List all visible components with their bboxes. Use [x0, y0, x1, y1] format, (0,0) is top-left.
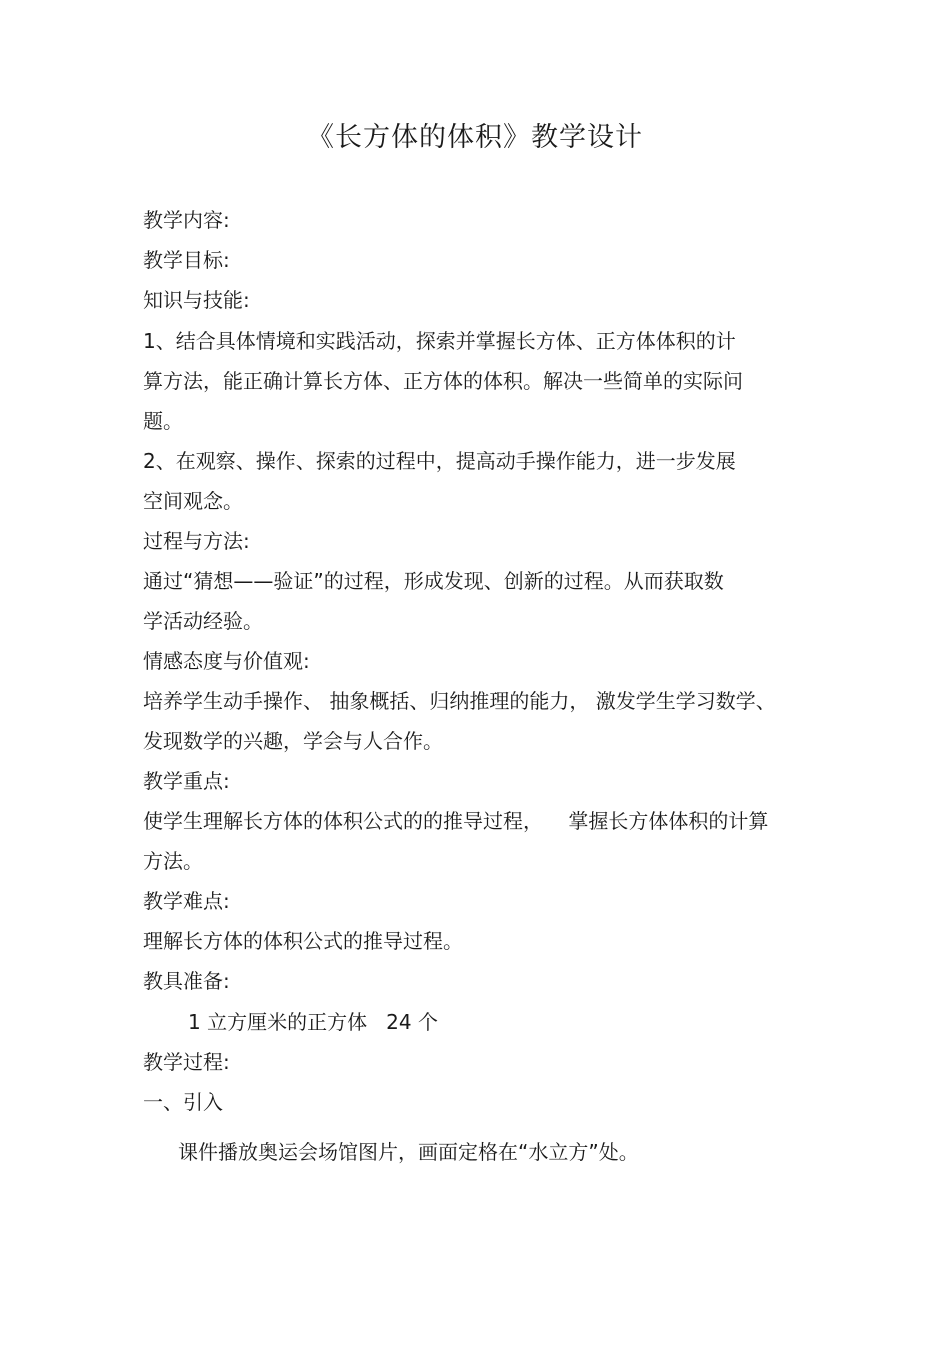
body-line: 通过“猜想——验证”的过程，形成发现、创新的过程。从而获取数 [143, 569, 724, 593]
heading-teaching-content: 教学内容: [143, 208, 230, 232]
body-line: 培养学生动手操作、 抽象概括、归纳推理的能力， 激发学生学习数学、 [143, 689, 776, 713]
heading-key-points: 教学重点: [143, 769, 230, 793]
document-title: 《长方体的体积》教学设计 [307, 122, 643, 153]
body-line: 方法。 [143, 849, 203, 873]
section-introduction: 一、引入 [143, 1090, 223, 1114]
body-line: 使学生理解长方体的体积公式的的推导过程， 掌握长方体体积的计算 [143, 809, 769, 833]
body-line: 发现数学的兴趣，学会与人合作。 [143, 729, 443, 753]
body-line: 算方法，能正确计算长方体、正方体的体积。解决一些简单的实际问 [143, 369, 743, 393]
body-line: 空间观念。 [143, 489, 243, 513]
heading-process-methods: 过程与方法: [143, 529, 250, 553]
body-line: 题。 [143, 409, 183, 433]
heading-teaching-process: 教学过程: [143, 1050, 230, 1074]
heading-teaching-objectives: 教学目标: [143, 248, 230, 272]
heading-knowledge-skills: 知识与技能: [143, 288, 250, 312]
heading-attitudes-values: 情感态度与价值观: [143, 649, 310, 673]
body-line: 理解长方体的体积公式的推导过程。 [143, 929, 463, 953]
body-line: 2、在观察、操作、探索的过程中，提高动手操作能力，进一步发展 [143, 449, 736, 473]
body-line: 学活动经验。 [143, 609, 263, 633]
heading-difficult-points: 教学难点: [143, 889, 230, 913]
body-line: 1 立方厘米的正方体 24 个 [188, 1010, 438, 1034]
body-line: 课件播放奥运会场馆图片，画面定格在“水立方”处。 [178, 1140, 639, 1164]
body-line: 1、结合具体情境和实践活动，探索并掌握长方体、正方体体积的计 [143, 329, 736, 353]
heading-teaching-aids: 教具准备: [143, 969, 230, 993]
